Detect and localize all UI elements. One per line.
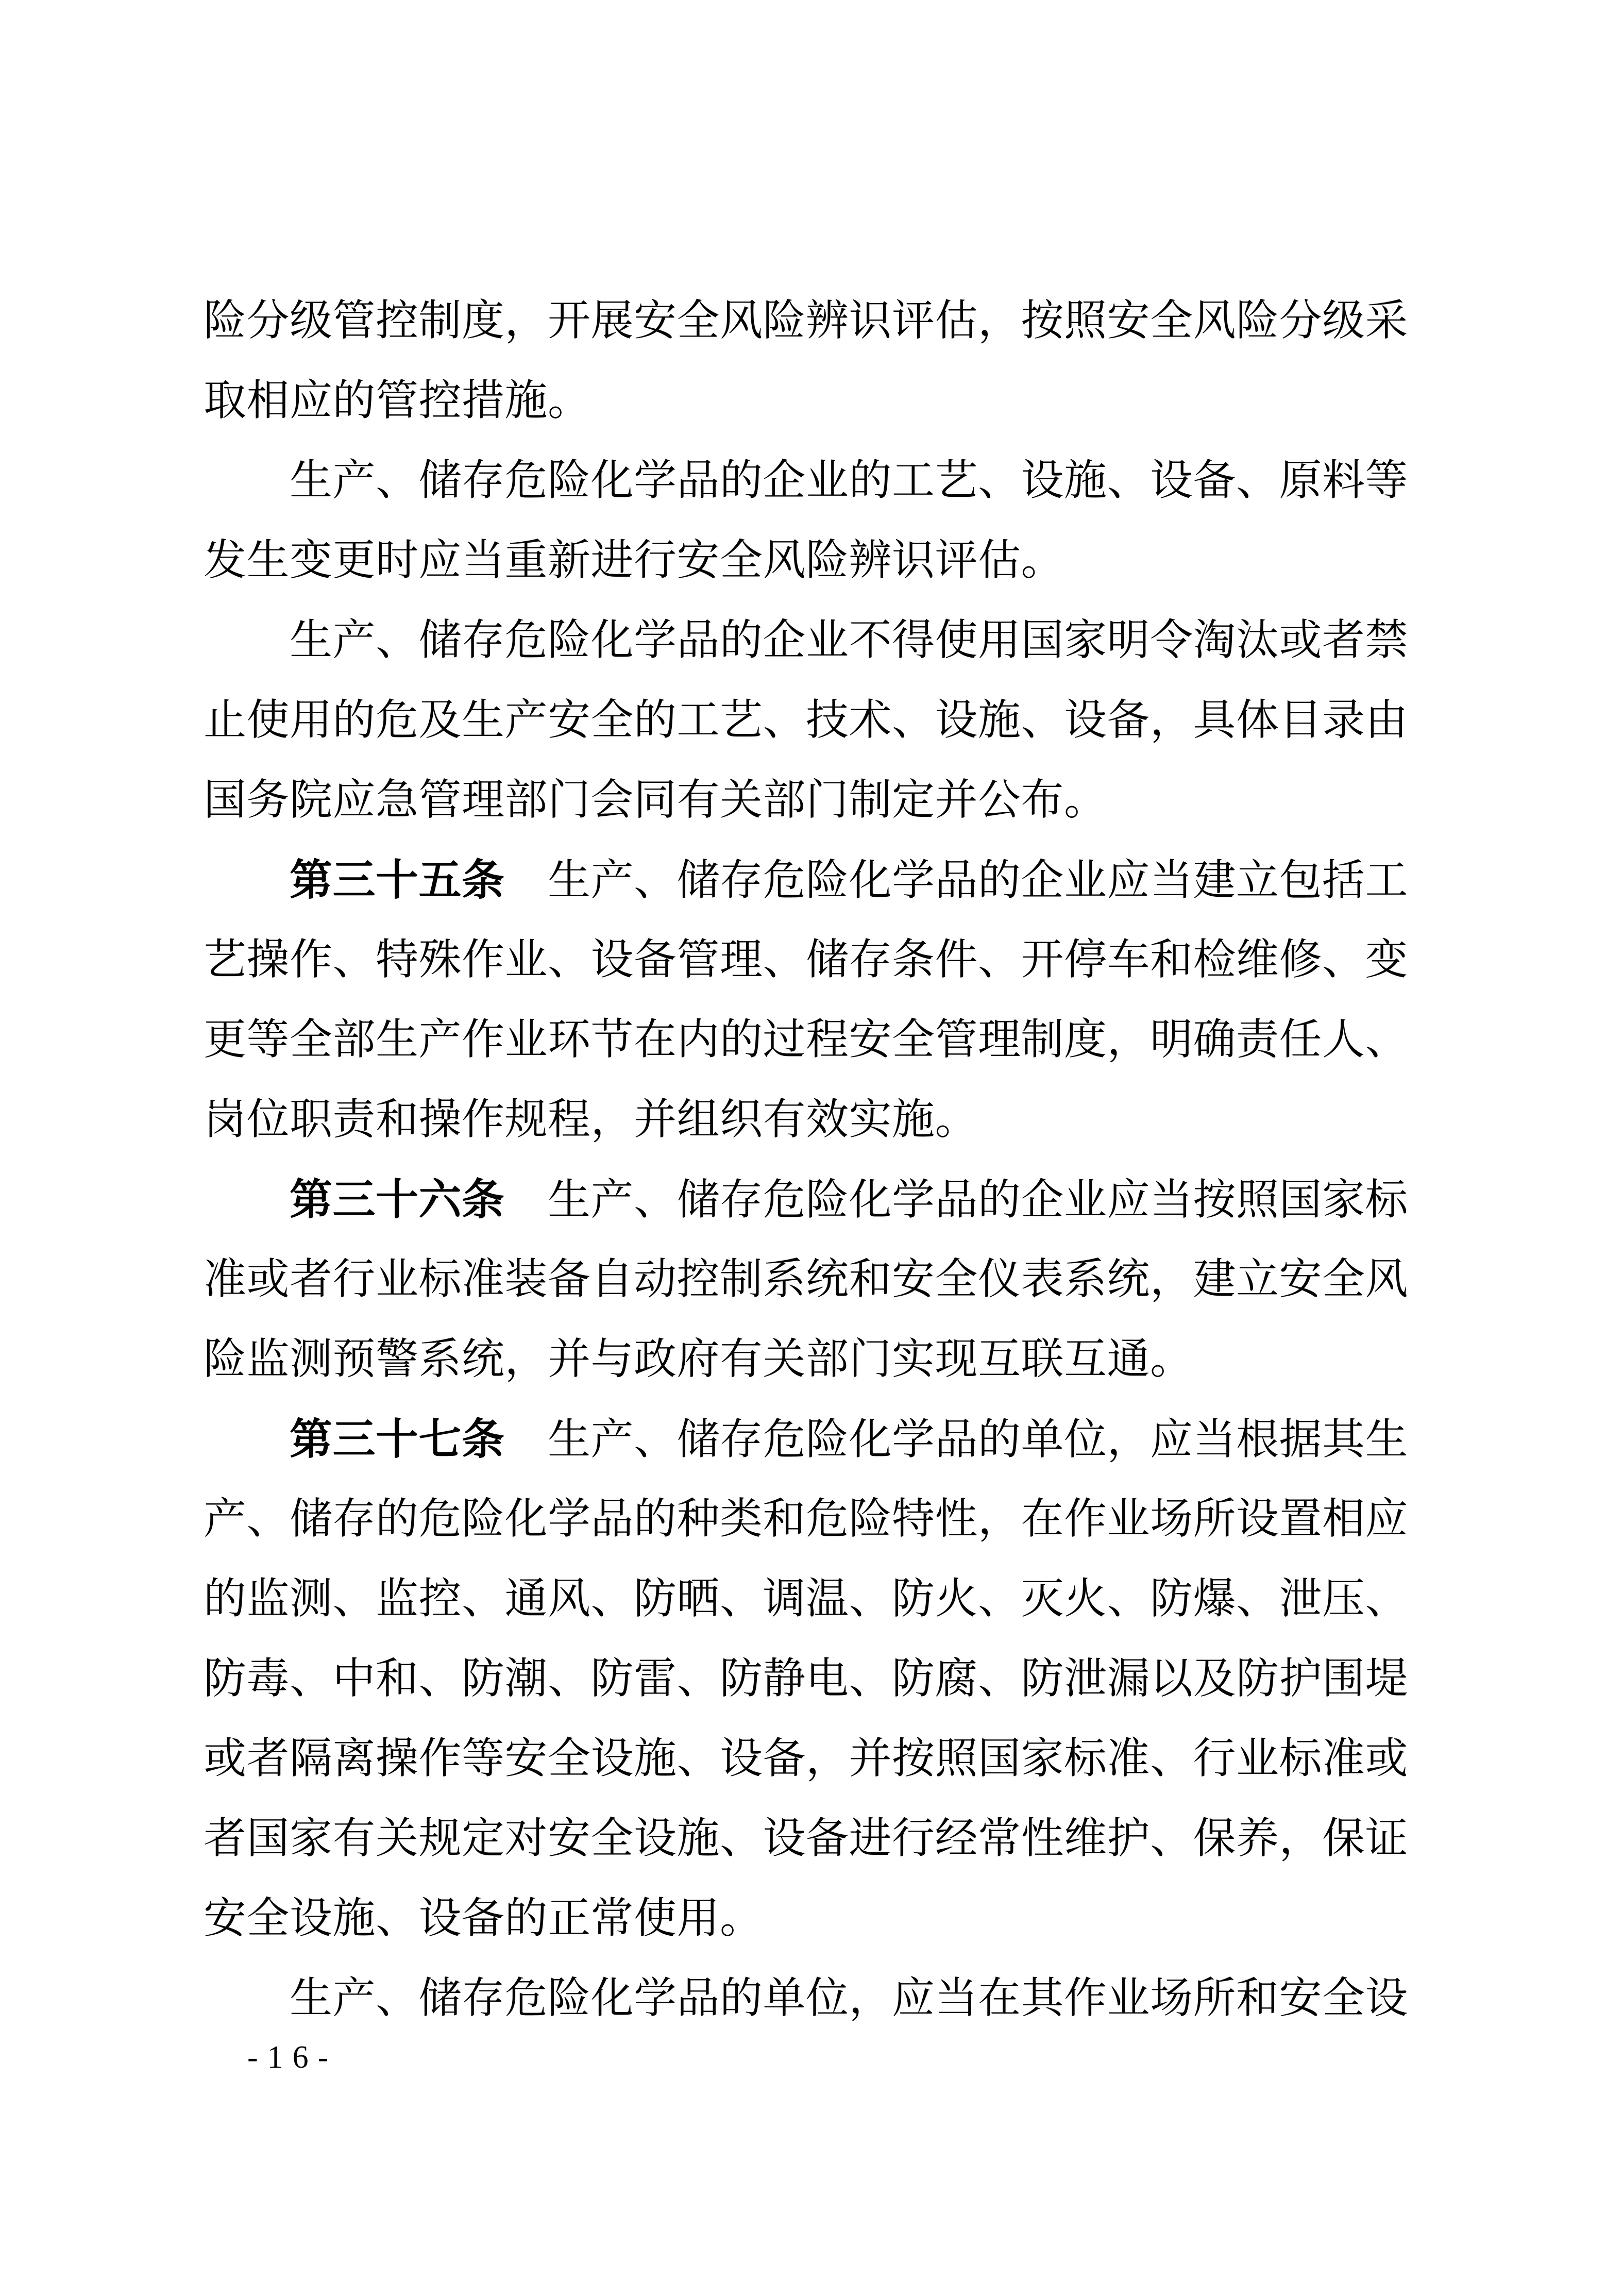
text-line [204,1319,1409,1399]
page-number: -16- [247,2040,338,2075]
text-line [204,840,1409,920]
text-line [204,920,1409,1000]
line-text: 准或者行业标准装备自动控制系统和安全仪表系统，建立安全风 [204,1255,1408,1303]
line-text: 防毒、中和、防潮、防雷、防静电、防腐、防泄漏以及防护围堤 [204,1655,1408,1702]
line-text: 者国家有关规定对安全设施、设备进行经常性维护、保养，保证 [204,1815,1408,1862]
text-line [204,361,1409,441]
line-text: 险分级管控制度，开展安全风险辨识评估，按照安全风险分级采 [204,297,1408,344]
line-text: 艺操作、特殊作业、设备管理、储存条件、开停车和检维修、变 [204,936,1408,983]
document-text [204,281,1409,2038]
line-text: 安全设施、设备的正常使用。 [204,1895,763,1942]
line-text: 产、储存的危险化学品的种类和危险特性，在作业场所设置相应 [204,1495,1408,1543]
text-line [204,600,1409,680]
line-text: 生产、储存危险化学品的单位，应当在其作业场所和安全设 [290,1974,1408,2022]
text-line [204,1479,1409,1559]
line-text: 险监测预警系统，并与政府有关部门实现互联互通。 [204,1335,1193,1383]
article-number: 第三十七条 [290,1414,505,1464]
article-number: 第三十六条 [290,1175,505,1225]
text-line [204,760,1409,840]
text-line [204,1799,1409,1879]
text-line [204,1080,1409,1160]
text-line [204,1719,1409,1799]
text-line [204,1000,1409,1080]
line-text: 止使用的危及生产安全的工艺、技术、设施、设备，具体目录由 [204,696,1408,744]
text-line [204,1399,1409,1479]
line-text: 生产、储存危险化学品的企业应当建立包括工 [504,857,1408,904]
line-text: 国务院应急管理部门会同有关部门制定并公布。 [204,776,1107,824]
line-text: 的监测、监控、通风、防晒、调温、防火、灭火、防爆、泄压、 [204,1575,1408,1622]
text-line [204,680,1409,760]
text-line [204,441,1409,521]
text-line [204,1958,1409,2038]
text-line [204,1879,1409,1958]
line-text: 岗位职责和操作规程，并组织有效实施。 [204,1096,978,1143]
line-text: 生产、储存危险化学品的单位，应当根据其生 [504,1416,1408,1463]
line-text: 更等全部生产作业环节在内的过程安全管理制度，明确责任人、 [204,1016,1408,1063]
text-line [204,1239,1409,1319]
text-line [204,1639,1409,1719]
text-line [204,521,1409,600]
text-line [204,1160,1409,1239]
line-text: 生产、储存危险化学品的企业的工艺、设施、设备、原料等 [290,457,1408,504]
article-number: 第三十五条 [290,855,505,905]
text-line [204,281,1409,361]
line-text: 或者隔离操作等安全设施、设备，并按照国家标准、行业标准或 [204,1735,1408,1782]
text-line [204,1559,1409,1639]
line-text: 生产、储存危险化学品的企业不得使用国家明令淘汰或者禁 [290,616,1408,664]
line-text: 生产、储存危险化学品的企业应当按照国家标 [504,1176,1408,1224]
line-text: 取相应的管控措施。 [204,377,591,424]
line-text: 发生变更时应当重新进行安全风险辨识评估。 [204,537,1064,584]
